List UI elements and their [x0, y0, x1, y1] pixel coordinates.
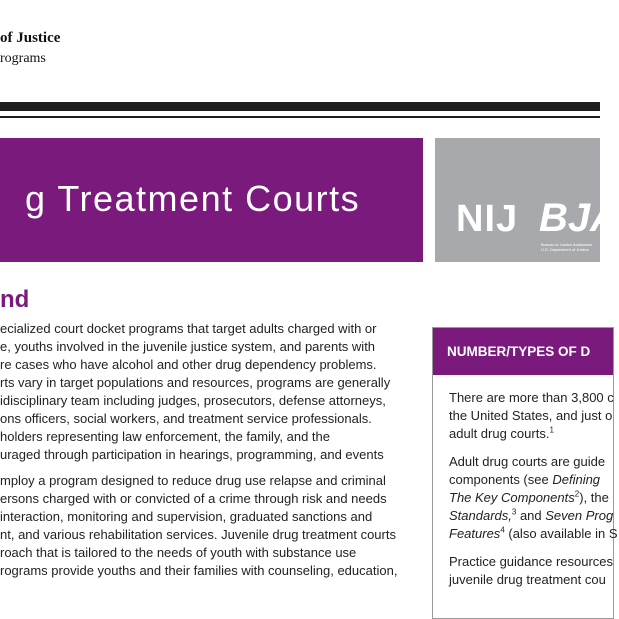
sidebar-italic-text: The Key Components — [449, 490, 575, 505]
bja-logo: BJA — [539, 196, 619, 240]
footnote-ref: 4 — [500, 525, 505, 535]
masthead-office: rograms — [0, 51, 46, 66]
masthead-department: of Justice — [0, 30, 61, 46]
footnote-ref: 1 — [549, 425, 554, 435]
body-line: e, youths involved in the juvenile justice system, and parents with — [0, 339, 376, 354]
bja-subtitle-line1: Bureau of Justice Assistance — [541, 242, 593, 247]
sidebar-line — [449, 489, 613, 507]
sidebar-heading: NUMBER/TYPES OF D — [433, 328, 613, 375]
body-line: rograms provide youths and their families with counseling, education, — [0, 563, 398, 578]
body-line: uraged through participation in hearings, programming, and events — [0, 447, 384, 462]
body-line: rts vary in target populations and resources, programs are generally — [0, 375, 391, 390]
sidebar-line: There are more than 3,800 c — [449, 390, 614, 405]
header-rule-thick — [0, 102, 600, 111]
sidebar-line: Practice guidance resources — [449, 554, 614, 569]
sidebar-italic-text: Features — [449, 526, 501, 541]
sidebar-line: the United States, and just o — [449, 408, 613, 423]
sidebar-italic-text: Defining — [552, 472, 601, 487]
header-rule-thin — [0, 116, 600, 118]
sidebar-italic-text: Seven Prog — [545, 508, 614, 523]
sidebar-line — [449, 525, 618, 543]
body-line: re cases who have alcohol and other drug dependency problems. — [0, 357, 377, 372]
sidebar-paragraph — [449, 453, 618, 543]
footnote-ref: 3 — [511, 507, 517, 517]
sidebar-text: components (see — [449, 472, 553, 487]
sidebar-text: and — [516, 508, 546, 523]
body-line: interaction, monitoring and supervision, graduated sanctions and — [0, 509, 373, 524]
body-line: ons officers, social workers, and treatment service professionals. — [0, 411, 372, 426]
sidebar-line — [449, 425, 613, 443]
sidebar-text: (also available in S — [504, 526, 618, 541]
bja-subtitle-line2: U.S. Department of Justice — [541, 247, 589, 252]
nij-logo: NIJ — [456, 198, 519, 240]
agency-logos — [435, 138, 619, 262]
body-line: holders representing law enforcement, the family, and the — [0, 429, 330, 444]
title-banner — [0, 138, 423, 262]
body-line: ersons charged with or convicted of a crime through risk and needs — [0, 491, 387, 506]
sidebar-paragraph — [449, 553, 613, 589]
sidebar-line: juvenile drug treatment cou — [449, 572, 606, 587]
section-heading: nd — [0, 286, 30, 313]
sidebar-line: Adult drug courts are guide — [449, 454, 606, 469]
body-line: idisciplinary team including judges, prosecutors, defense attorneys, — [0, 393, 386, 408]
sidebar-body — [433, 375, 618, 589]
sidebar-box — [432, 327, 618, 619]
body-line: ecialized court docket programs that target adults charged with or — [0, 321, 377, 336]
body-line: roach that is tailored to the needs of youth with substance use — [0, 545, 357, 560]
sidebar-text: ), the — [579, 490, 609, 505]
body-line: nt, and various rehabilitation services. Juvenile drug treatment courts — [0, 527, 396, 542]
sidebar-paragraph — [449, 389, 613, 443]
body-text — [0, 320, 415, 580]
sidebar-line — [449, 471, 613, 489]
document-title: g Treatment Courts — [25, 178, 361, 219]
footnote-ref: 2 — [574, 489, 580, 499]
body-line: mploy a program designed to reduce drug use relapse and criminal — [0, 473, 386, 488]
sidebar-line — [449, 507, 613, 525]
sidebar-italic-text: Standards, — [449, 508, 512, 523]
bja-logo-subtitle — [541, 242, 592, 252]
sidebar-text: adult drug courts. — [449, 426, 550, 441]
